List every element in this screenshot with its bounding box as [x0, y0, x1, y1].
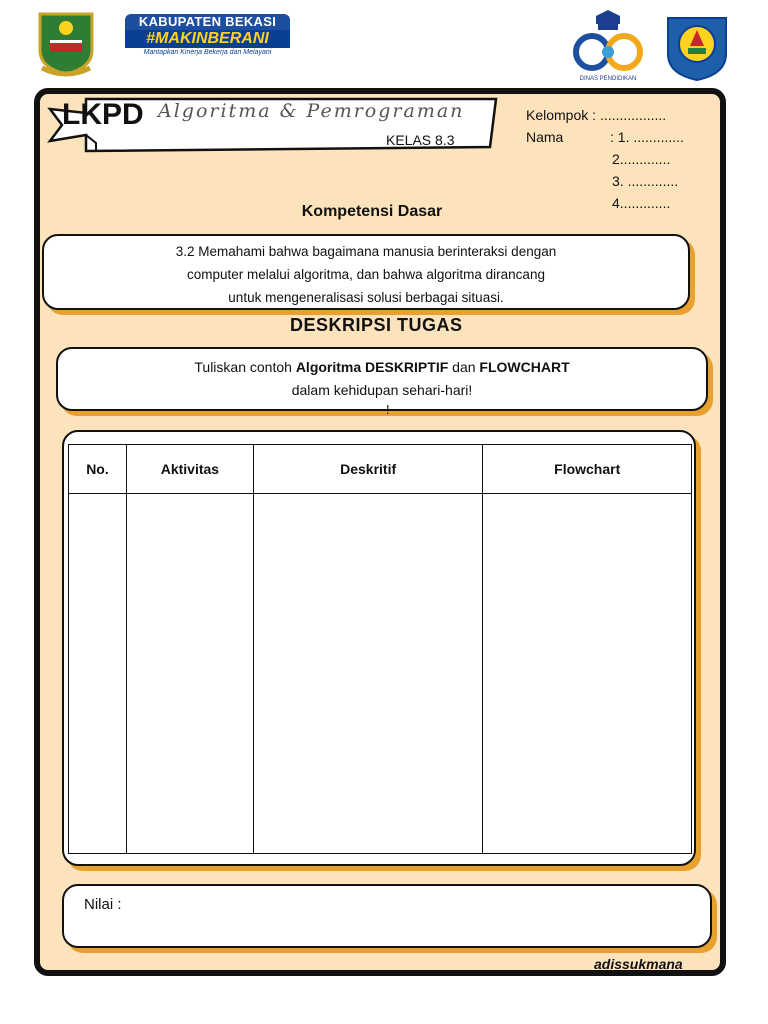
nama-label: Nama: [526, 129, 564, 145]
cell-no[interactable]: [69, 494, 127, 854]
banner-hashtag: #MAKINBERANI: [125, 30, 290, 48]
makinberani-banner: [125, 14, 290, 58]
dinas-label: DINAS PENDIDIKAN: [579, 76, 637, 82]
kompetensi-heading: Kompetensi Dasar: [301, 203, 443, 220]
member-field-2[interactable]: 2.............: [612, 151, 671, 167]
task-instruction-2: dalam kehidupan sehari-hari!: [291, 382, 473, 398]
kompetensi-text: 3.2 Memahami bahwa bagaimana manusia berinteraksi dengan computer melalui algoritma, dan bahwa algoritma dirancang untuk mengeneralisasi solusi berbagai situasi.: [175, 244, 557, 305]
member-field-1[interactable]: : 1. .............: [610, 129, 684, 145]
task-instruction: Tuliskan contoh Algoritma DESKRIPTIF dan FLOWCHART: [194, 359, 570, 375]
table-header-row: [69, 445, 692, 494]
author-credit: adissukmana: [594, 956, 683, 972]
banner-title: KABUPATEN BEKASI: [125, 14, 290, 30]
cell-deskritif[interactable]: [253, 494, 483, 854]
kompetensi-box: [42, 234, 690, 310]
nilai-label: Nilai :: [84, 896, 122, 913]
kelompok-label: Kelompok :: [526, 107, 597, 123]
nilai-box[interactable]: [62, 884, 712, 948]
member-field-4[interactable]: 4.............: [612, 195, 671, 211]
col-header-deskritif: Deskritif: [253, 445, 483, 494]
cell-aktivitas[interactable]: [126, 494, 253, 854]
lkpd-title: LKPD: [62, 98, 144, 131]
answer-table: [68, 444, 692, 854]
table-row: [69, 494, 692, 854]
deskripsi-heading: DESKRIPSI TUGAS: [290, 315, 463, 335]
banner-tagline: Mantapkan Kinerja Bekerja dan Melayani: [125, 48, 290, 58]
group-info: [526, 104, 684, 214]
member-field-3[interactable]: 3. .............: [612, 173, 679, 189]
col-header-no: No.: [69, 445, 127, 494]
kelompok-field[interactable]: .................: [600, 107, 667, 123]
col-header-flowchart: Flowchart: [483, 445, 692, 494]
class-label: KELAS 8.3: [386, 132, 455, 148]
school-emblem: [662, 12, 732, 82]
stray-mark: !: [386, 402, 390, 417]
answer-table-box: [62, 430, 696, 866]
task-box: [56, 347, 708, 411]
kabupaten-bekasi-emblem: [36, 10, 96, 78]
col-header-aktivitas: Aktivitas: [126, 445, 253, 494]
cell-flowchart[interactable]: [483, 494, 692, 854]
dinas-pendidikan-logo: [568, 10, 648, 84]
subject-title: Algoritma & Pemrograman: [158, 100, 465, 122]
